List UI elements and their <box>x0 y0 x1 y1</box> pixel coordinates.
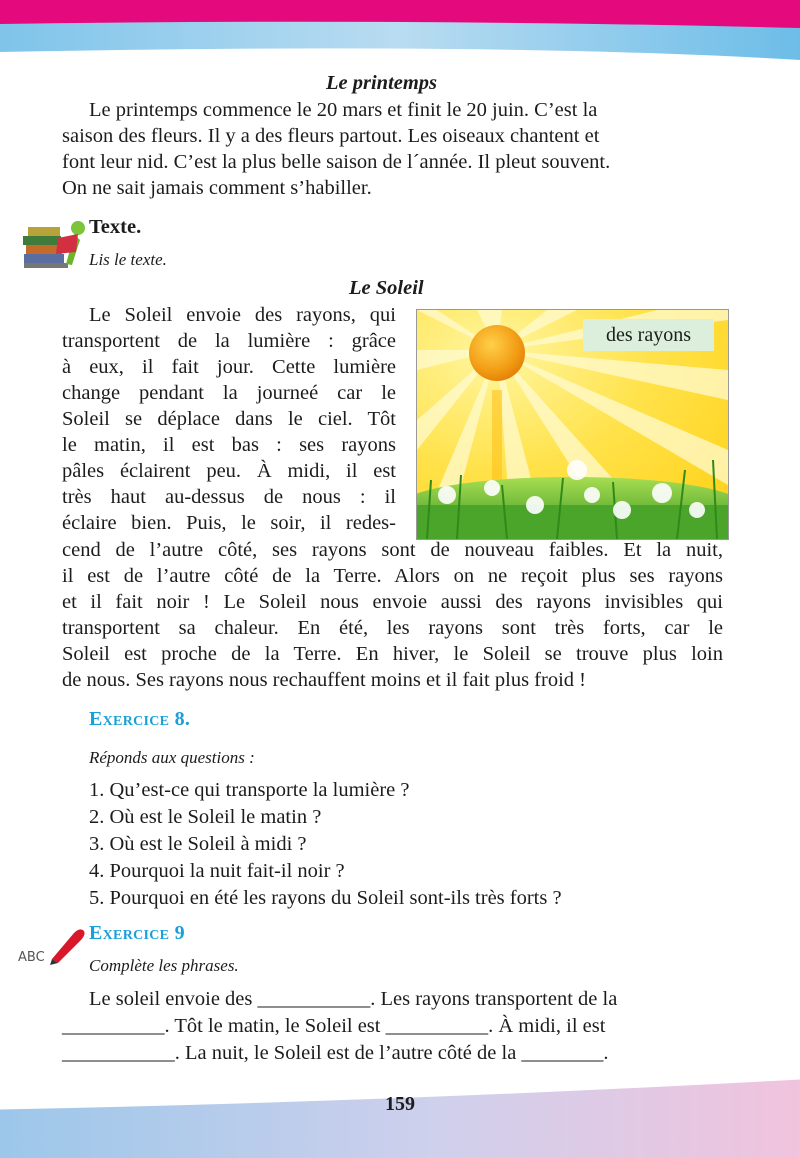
paragraph-line: il est de l’autre côté de la Terre. Alors on ne reçoit plus ses rayons <box>62 565 723 587</box>
wrap-line: change pendant la journeé car le <box>62 382 396 404</box>
paragraph-line: saison des fleurs. Il y a des fleurs partout. Les oiseaux chantent et <box>62 125 600 147</box>
wrap-line: Le Soleil envoie des rayons, qui <box>89 304 396 326</box>
wrap-line: très haut au-dessus de nous : il <box>62 486 396 508</box>
section-title-soleil: Le Soleil <box>349 277 424 299</box>
exercise-8-title: Exercice 8. <box>89 708 191 730</box>
texte-heading: Texte. <box>89 216 142 238</box>
question-item: 1. Qu’est-ce qui transporte la lumière ? <box>89 779 410 801</box>
paragraph-line: et il fait noir ! Le Soleil nous envoie aussi des rayons invisibles qui <box>62 591 723 613</box>
wrap-line: Soleil se déplace dans le ciel. Tôt <box>62 408 396 430</box>
exercise-8-instruction: Réponds aux questions : <box>89 748 255 767</box>
paragraph-line: On ne sait jamais comment s’habiller. <box>62 177 372 199</box>
question-item: 3. Où est le Soleil à midi ? <box>89 833 307 855</box>
fill-in-line: ___________. La nuit, le Soleil est de l’autre côté de la ________. <box>62 1042 609 1064</box>
abc-pencil-icon <box>18 925 88 970</box>
wrap-line: transportent de la lumière : grâce <box>62 330 396 352</box>
exercise-9-title: Exercice 9 <box>89 922 185 944</box>
exercise-9-instruction: Complète les phrases. <box>89 956 239 975</box>
image-caption: des rayons <box>583 319 714 351</box>
wrap-line: à eux, il fait jour. Cette lumière <box>62 356 396 378</box>
wrap-line: éclaire bien. Puis, le soir, il redes- <box>62 512 396 534</box>
paragraph-line: de nous. Ses rayons nous rechauffent moins et il fait plus froid ! <box>62 669 586 691</box>
paragraph-line: Soleil est proche de la Terre. En hiver, le Soleil se trouve plus loin <box>62 643 723 665</box>
question-item: 2. Où est le Soleil le matin ? <box>89 806 322 828</box>
fill-in-line: Le soleil envoie des ___________. Les rayons transportent de la <box>89 988 618 1010</box>
paragraph-line: cend de l’autre côté, ses rayons sont de nouveau faibles. Et la nuit, <box>62 539 723 561</box>
paragraph-line: font leur nid. C’est la plus belle saison de l´année. Il pleut souvent. <box>62 151 611 173</box>
paragraph-line: transportent sa chaleur. En été, les rayons sont très forts, car le <box>62 617 723 639</box>
wrap-line: le matin, il est bas : ses rayons <box>62 434 396 456</box>
texte-instruction: Lis le texte. <box>89 250 167 269</box>
page-number: 159 <box>385 1093 415 1115</box>
fill-in-line: __________. Tôt le matin, le Soleil est __________. À midi, il est <box>62 1015 606 1037</box>
abc-icon-text: ABC <box>18 950 45 965</box>
books-reader-icon <box>20 218 90 270</box>
wrap-line: pâles éclairent peu. À midi, il est <box>62 460 396 482</box>
paragraph-line: Le printemps commence le 20 mars et finit le 20 juin. C’est la <box>89 99 598 121</box>
section-title-printemps: Le printemps <box>326 72 438 94</box>
question-item: 4. Pourquoi la nuit fait-il noir ? <box>89 860 345 882</box>
question-item: 5. Pourquoi en été les rayons du Soleil sont-ils très forts ? <box>89 887 562 909</box>
